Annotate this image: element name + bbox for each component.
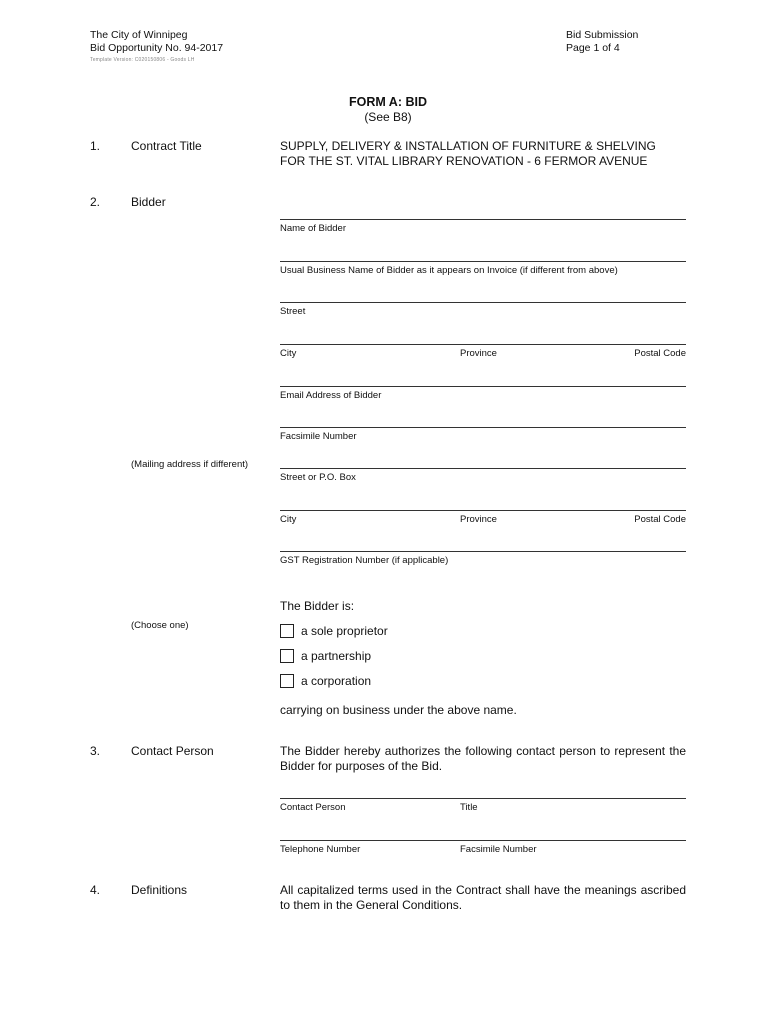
doc-type: Bid Submission <box>566 29 639 41</box>
choose-one-note: (Choose one) <box>131 620 189 631</box>
section-3-label: Contact Person <box>131 744 214 758</box>
section-4-label: Definitions <box>131 883 188 897</box>
mailing-province-caption: Province <box>460 514 497 525</box>
mailing-address-note: (Mailing address if different) <box>131 459 249 470</box>
contract-title-line2: FOR THE ST. VITAL LIBRARY RENOVATION - 6 FERMOR AVENUE <box>280 154 648 168</box>
phone-fax-field[interactable] <box>280 840 686 856</box>
form-title: FORM A: BID <box>349 95 427 109</box>
fax-caption: Facsimile Number <box>280 431 357 442</box>
org-name: The City of Winnipeg <box>90 29 188 41</box>
city-province-postal-field[interactable] <box>280 344 686 360</box>
postal-code-caption: Postal Code <box>634 348 686 359</box>
partnership-label: a partnership <box>301 649 372 663</box>
header-left <box>90 29 223 55</box>
bidder-name-caption: Name of Bidder <box>280 223 347 234</box>
header-right <box>566 29 638 55</box>
corporation-checkbox[interactable] <box>280 674 294 688</box>
street-caption: Street <box>280 306 306 317</box>
sole-proprietor-checkbox[interactable] <box>280 624 294 638</box>
contact-title-field[interactable] <box>280 798 686 814</box>
mailing-postal-code-caption: Postal Code <box>634 514 686 525</box>
corporation-label: a corporation <box>301 674 372 688</box>
bidder-is-label: The Bidder is: <box>280 599 355 613</box>
gst-field[interactable] <box>280 551 686 567</box>
email-field[interactable] <box>280 386 686 402</box>
option-sole-proprietor[interactable] <box>280 624 388 638</box>
street-field[interactable] <box>280 302 686 318</box>
sole-proprietor-label: a sole proprietor <box>301 624 388 638</box>
city-caption: City <box>280 348 297 359</box>
page-number: Page 1 of 4 <box>566 42 620 54</box>
fax-field[interactable] <box>280 427 686 443</box>
bidder-name-field[interactable] <box>280 219 686 235</box>
business-name-caption: Usual Business Name of Bidder as it appears on Invoice (if different from above) <box>280 265 618 276</box>
contact-person-caption: Contact Person <box>280 802 346 813</box>
section-2-number: 2. <box>90 195 101 209</box>
section-1-number: 1. <box>90 139 101 153</box>
province-caption: Province <box>460 348 497 359</box>
definitions-text: All capitalized terms used in the Contract shall have the meanings ascribed to them in the General Conditions. <box>280 883 686 912</box>
contract-title <box>280 139 700 169</box>
business-name-field[interactable] <box>280 261 686 277</box>
section-1-label: Contract Title <box>131 139 202 153</box>
carrying-on-text: carrying on business under the above name. <box>280 703 517 717</box>
mailing-city-caption: City <box>280 514 297 525</box>
title-caption: Title <box>460 802 478 813</box>
contact-authorization-text: The Bidder hereby authorizes the following contact person to represent the Bidder for purposes of the Bid. <box>280 744 686 773</box>
gst-caption: GST Registration Number (if applicable) <box>280 555 449 566</box>
section-2-label: Bidder <box>131 195 166 209</box>
mailing-street-field[interactable] <box>280 468 686 484</box>
mailing-city-province-postal-field[interactable] <box>280 510 686 526</box>
form-subtitle: (See B8) <box>364 110 412 124</box>
email-caption: Email Address of Bidder <box>280 390 382 401</box>
contact-fax-caption: Facsimile Number <box>460 844 537 855</box>
bid-number: Bid Opportunity No. 94-2017 <box>90 42 224 54</box>
section-4-number: 4. <box>90 883 101 897</box>
mailing-street-caption: Street or P.O. Box <box>280 472 356 483</box>
template-version: Template Version: C020150806 - Goods LH <box>90 57 195 63</box>
partnership-checkbox[interactable] <box>280 649 294 663</box>
section-3-number: 3. <box>90 744 101 758</box>
option-partnership[interactable] <box>280 649 371 663</box>
telephone-caption: Telephone Number <box>280 844 361 855</box>
option-corporation[interactable] <box>280 674 371 688</box>
contract-title-line1: SUPPLY, DELIVERY & INSTALLATION OF FURNITURE & SHELVING <box>280 139 656 153</box>
